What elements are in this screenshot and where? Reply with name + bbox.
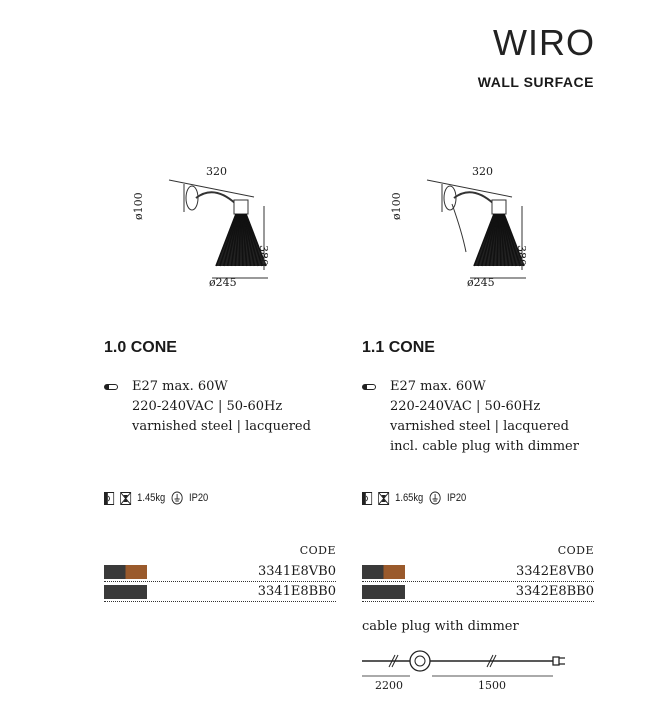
variant-row bbox=[362, 583, 594, 602]
bulb-icon bbox=[104, 384, 118, 390]
dim-width: 320 bbox=[472, 165, 493, 178]
spec-icons bbox=[362, 491, 466, 505]
dimmable-icon bbox=[120, 492, 131, 505]
spec-list bbox=[132, 377, 311, 437]
cable-label: cable plug with dimmer bbox=[362, 619, 519, 634]
spec-line: E27 max. 60W bbox=[390, 379, 486, 394]
dim-wall-diameter: ø100 bbox=[390, 192, 403, 220]
product-name: 1.1 CONE bbox=[362, 339, 435, 356]
cable-length-2: 1500 bbox=[478, 679, 506, 692]
spec-line: E27 max. 60W bbox=[132, 379, 228, 394]
ip-rating: IP20 bbox=[189, 492, 209, 504]
bulb-icon bbox=[362, 384, 376, 390]
dim-wall-diameter: ø100 bbox=[132, 192, 145, 220]
lamp-drawing bbox=[144, 162, 294, 312]
earth-icon bbox=[171, 491, 183, 505]
product-name: 1.0 CONE bbox=[104, 339, 177, 356]
color-swatch bbox=[362, 565, 405, 579]
plug-icon bbox=[553, 657, 565, 665]
dim-shade-diameter: ø245 bbox=[467, 276, 495, 289]
dimmer-icon bbox=[410, 651, 430, 671]
code-header: CODE bbox=[299, 544, 336, 557]
spec-line: incl. cable plug with dimmer bbox=[390, 439, 579, 454]
spec-line: varnished steel | lacquered bbox=[132, 419, 311, 434]
weight: 1.45kg bbox=[137, 492, 166, 504]
page-title: WIRO bbox=[493, 22, 595, 63]
earth-icon bbox=[429, 491, 441, 505]
variant-row bbox=[104, 583, 336, 602]
dim-width: 320 bbox=[206, 165, 227, 178]
spec-list bbox=[390, 377, 579, 457]
article-code: 3341E8BB0 bbox=[257, 584, 336, 599]
dim-height: 380 bbox=[257, 245, 270, 266]
spec-line: 220-240VAC | 50-60Hz bbox=[132, 399, 283, 414]
class-ii-icon bbox=[362, 492, 372, 505]
dim-height: 380 bbox=[515, 245, 528, 266]
class-ii-icon bbox=[104, 492, 114, 505]
code-header: CODE bbox=[557, 544, 594, 557]
article-code: 3342E8VB0 bbox=[515, 564, 594, 579]
article-code: 3341E8VB0 bbox=[257, 564, 336, 579]
color-swatch bbox=[104, 585, 147, 599]
ip-rating: IP20 bbox=[447, 492, 467, 504]
variant-row bbox=[362, 563, 594, 582]
weight: 1.65kg bbox=[395, 492, 424, 504]
lamp-drawing bbox=[402, 162, 552, 312]
spec-icons bbox=[104, 491, 208, 505]
dim-shade-diameter: ø245 bbox=[209, 276, 237, 289]
dimmable-icon bbox=[378, 492, 389, 505]
spec-line: varnished steel | lacquered bbox=[390, 419, 569, 434]
variant-row bbox=[104, 563, 336, 582]
color-swatch bbox=[362, 585, 405, 599]
page-subtitle: WALL SURFACE bbox=[477, 74, 594, 90]
article-code: 3342E8BB0 bbox=[515, 584, 594, 599]
spec-line: 220-240VAC | 50-60Hz bbox=[390, 399, 541, 414]
color-swatch bbox=[104, 565, 147, 579]
cable-length-1: 2200 bbox=[375, 679, 403, 692]
